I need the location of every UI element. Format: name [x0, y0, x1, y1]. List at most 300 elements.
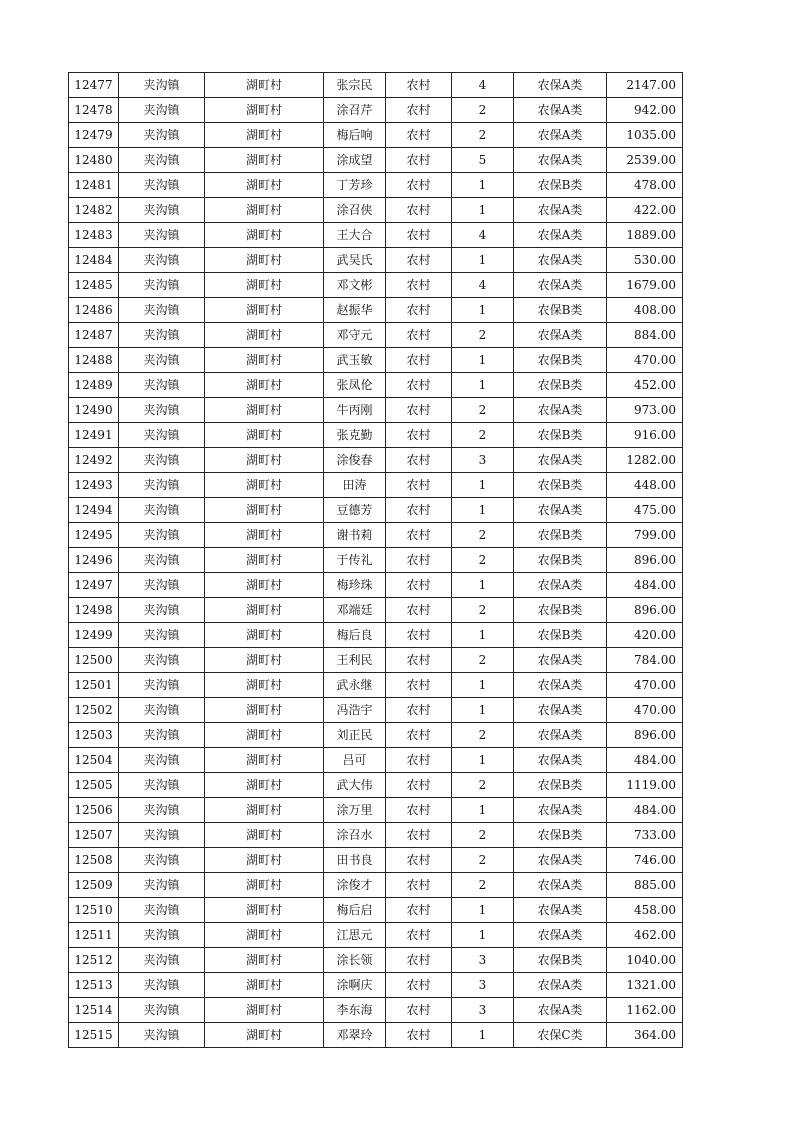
serial-number-cell: 12487 [69, 323, 119, 348]
town-cell: 夹沟镇 [119, 373, 205, 398]
serial-number-cell: 12497 [69, 573, 119, 598]
table-row [69, 123, 683, 148]
category-cell: 农保A类 [514, 398, 607, 423]
serial-number-cell: 12514 [69, 998, 119, 1023]
name-cell: 涂召侠 [324, 198, 386, 223]
household-type-cell: 农村 [386, 223, 452, 248]
name-cell: 谢书莉 [324, 523, 386, 548]
table-row [69, 373, 683, 398]
table-row [69, 973, 683, 998]
amount-cell: 973.00 [607, 398, 683, 423]
member-count-cell: 1 [452, 898, 514, 923]
serial-number-cell: 12509 [69, 873, 119, 898]
household-type-cell: 农村 [386, 548, 452, 573]
village-cell: 湖町村 [205, 698, 324, 723]
amount-cell: 484.00 [607, 573, 683, 598]
amount-cell: 448.00 [607, 473, 683, 498]
village-cell: 湖町村 [205, 298, 324, 323]
category-cell: 农保A类 [514, 998, 607, 1023]
serial-number-cell: 12510 [69, 898, 119, 923]
town-cell: 夹沟镇 [119, 798, 205, 823]
category-cell: 农保A类 [514, 123, 607, 148]
household-type-cell: 农村 [386, 923, 452, 948]
village-cell: 湖町村 [205, 148, 324, 173]
town-cell: 夹沟镇 [119, 673, 205, 698]
table-row [69, 398, 683, 423]
town-cell: 夹沟镇 [119, 773, 205, 798]
member-count-cell: 1 [452, 573, 514, 598]
table-row [69, 648, 683, 673]
member-count-cell: 2 [452, 648, 514, 673]
table-row [69, 523, 683, 548]
town-cell: 夹沟镇 [119, 898, 205, 923]
village-cell: 湖町村 [205, 673, 324, 698]
serial-number-cell: 12513 [69, 973, 119, 998]
town-cell: 夹沟镇 [119, 698, 205, 723]
serial-number-cell: 12490 [69, 398, 119, 423]
member-count-cell: 1 [452, 623, 514, 648]
household-type-cell: 农村 [386, 348, 452, 373]
name-cell: 梅后启 [324, 898, 386, 923]
table-row [69, 73, 683, 98]
household-type-cell: 农村 [386, 723, 452, 748]
serial-number-cell: 12499 [69, 623, 119, 648]
member-count-cell: 1 [452, 1023, 514, 1048]
name-cell: 刘正民 [324, 723, 386, 748]
village-cell: 湖町村 [205, 223, 324, 248]
member-count-cell: 1 [452, 248, 514, 273]
table-row [69, 273, 683, 298]
table-row [69, 998, 683, 1023]
town-cell: 夹沟镇 [119, 98, 205, 123]
table-row [69, 873, 683, 898]
amount-cell: 916.00 [607, 423, 683, 448]
table-row [69, 498, 683, 523]
name-cell: 涂成望 [324, 148, 386, 173]
category-cell: 农保A类 [514, 873, 607, 898]
category-cell: 农保A类 [514, 723, 607, 748]
table-row [69, 473, 683, 498]
name-cell: 涂召芹 [324, 98, 386, 123]
town-cell: 夹沟镇 [119, 823, 205, 848]
table-row [69, 723, 683, 748]
household-type-cell: 农村 [386, 198, 452, 223]
serial-number-cell: 12502 [69, 698, 119, 723]
member-count-cell: 1 [452, 798, 514, 823]
town-cell: 夹沟镇 [119, 873, 205, 898]
category-cell: 农保B类 [514, 523, 607, 548]
amount-cell: 484.00 [607, 748, 683, 773]
amount-cell: 1162.00 [607, 998, 683, 1023]
serial-number-cell: 12486 [69, 298, 119, 323]
amount-cell: 799.00 [607, 523, 683, 548]
serial-number-cell: 12493 [69, 473, 119, 498]
household-type-cell: 农村 [386, 873, 452, 898]
village-cell: 湖町村 [205, 873, 324, 898]
name-cell: 冯浩宇 [324, 698, 386, 723]
household-type-cell: 农村 [386, 123, 452, 148]
household-type-cell: 农村 [386, 798, 452, 823]
name-cell: 李东海 [324, 998, 386, 1023]
category-cell: 农保B类 [514, 823, 607, 848]
village-cell: 湖町村 [205, 198, 324, 223]
town-cell: 夹沟镇 [119, 748, 205, 773]
household-type-cell: 农村 [386, 848, 452, 873]
name-cell: 涂俊春 [324, 448, 386, 473]
table-row [69, 923, 683, 948]
household-type-cell: 农村 [386, 423, 452, 448]
amount-cell: 784.00 [607, 648, 683, 673]
serial-number-cell: 12485 [69, 273, 119, 298]
category-cell: 农保B类 [514, 423, 607, 448]
amount-cell: 420.00 [607, 623, 683, 648]
member-count-cell: 1 [452, 673, 514, 698]
town-cell: 夹沟镇 [119, 248, 205, 273]
serial-number-cell: 12479 [69, 123, 119, 148]
table-row [69, 448, 683, 473]
amount-cell: 364.00 [607, 1023, 683, 1048]
amount-cell: 452.00 [607, 373, 683, 398]
town-cell: 夹沟镇 [119, 73, 205, 98]
town-cell: 夹沟镇 [119, 998, 205, 1023]
category-cell: 农保A类 [514, 248, 607, 273]
village-cell: 湖町村 [205, 798, 324, 823]
category-cell: 农保A类 [514, 648, 607, 673]
name-cell: 邓翠玲 [324, 1023, 386, 1048]
serial-number-cell: 12496 [69, 548, 119, 573]
table-row [69, 298, 683, 323]
village-cell: 湖町村 [205, 773, 324, 798]
town-cell: 夹沟镇 [119, 848, 205, 873]
name-cell: 梅珍珠 [324, 573, 386, 598]
name-cell: 张宗民 [324, 73, 386, 98]
serial-number-cell: 12491 [69, 423, 119, 448]
village-cell: 湖町村 [205, 923, 324, 948]
household-type-cell: 农村 [386, 948, 452, 973]
village-cell: 湖町村 [205, 898, 324, 923]
household-type-cell: 农村 [386, 748, 452, 773]
table-row [69, 623, 683, 648]
category-cell: 农保A类 [514, 798, 607, 823]
village-cell: 湖町村 [205, 448, 324, 473]
member-count-cell: 4 [452, 73, 514, 98]
name-cell: 涂俊才 [324, 873, 386, 898]
member-count-cell: 1 [452, 173, 514, 198]
name-cell: 吕可 [324, 748, 386, 773]
household-type-cell: 农村 [386, 73, 452, 98]
serial-number-cell: 12511 [69, 923, 119, 948]
name-cell: 武大伟 [324, 773, 386, 798]
amount-cell: 2539.00 [607, 148, 683, 173]
category-cell: 农保A类 [514, 898, 607, 923]
village-cell: 湖町村 [205, 598, 324, 623]
name-cell: 牛丙刚 [324, 398, 386, 423]
amount-cell: 896.00 [607, 548, 683, 573]
household-type-cell: 农村 [386, 498, 452, 523]
serial-number-cell: 12483 [69, 223, 119, 248]
village-cell: 湖町村 [205, 498, 324, 523]
category-cell: 农保A类 [514, 73, 607, 98]
name-cell: 武玉敏 [324, 348, 386, 373]
amount-cell: 2147.00 [607, 73, 683, 98]
category-cell: 农保B类 [514, 473, 607, 498]
category-cell: 农保B类 [514, 548, 607, 573]
serial-number-cell: 12489 [69, 373, 119, 398]
name-cell: 丁芳珍 [324, 173, 386, 198]
town-cell: 夹沟镇 [119, 473, 205, 498]
member-count-cell: 1 [452, 373, 514, 398]
category-cell: 农保A类 [514, 673, 607, 698]
town-cell: 夹沟镇 [119, 298, 205, 323]
village-cell: 湖町村 [205, 423, 324, 448]
amount-cell: 470.00 [607, 673, 683, 698]
name-cell: 王利民 [324, 648, 386, 673]
serial-number-cell: 12507 [69, 823, 119, 848]
serial-number-cell: 12477 [69, 73, 119, 98]
household-type-cell: 农村 [386, 448, 452, 473]
village-cell: 湖町村 [205, 973, 324, 998]
member-count-cell: 5 [452, 148, 514, 173]
table-row [69, 423, 683, 448]
amount-cell: 1035.00 [607, 123, 683, 148]
table-row [69, 173, 683, 198]
household-type-cell: 农村 [386, 298, 452, 323]
serial-number-cell: 12505 [69, 773, 119, 798]
household-type-cell: 农村 [386, 823, 452, 848]
member-count-cell: 2 [452, 873, 514, 898]
town-cell: 夹沟镇 [119, 973, 205, 998]
name-cell: 武永继 [324, 673, 386, 698]
village-cell: 湖町村 [205, 648, 324, 673]
serial-number-cell: 12506 [69, 798, 119, 823]
category-cell: 农保B类 [514, 623, 607, 648]
category-cell: 农保A类 [514, 148, 607, 173]
town-cell: 夹沟镇 [119, 723, 205, 748]
serial-number-cell: 12484 [69, 248, 119, 273]
town-cell: 夹沟镇 [119, 323, 205, 348]
member-count-cell: 3 [452, 973, 514, 998]
household-type-cell: 农村 [386, 673, 452, 698]
table-row [69, 548, 683, 573]
town-cell: 夹沟镇 [119, 498, 205, 523]
category-cell: 农保B类 [514, 373, 607, 398]
member-count-cell: 1 [452, 198, 514, 223]
serial-number-cell: 12488 [69, 348, 119, 373]
member-count-cell: 2 [452, 423, 514, 448]
category-cell: 农保A类 [514, 323, 607, 348]
category-cell: 农保B类 [514, 948, 607, 973]
serial-number-cell: 12494 [69, 498, 119, 523]
household-type-cell: 农村 [386, 898, 452, 923]
household-type-cell: 农村 [386, 523, 452, 548]
member-count-cell: 3 [452, 998, 514, 1023]
table-row [69, 198, 683, 223]
town-cell: 夹沟镇 [119, 423, 205, 448]
name-cell: 田书良 [324, 848, 386, 873]
category-cell: 农保A类 [514, 923, 607, 948]
amount-cell: 896.00 [607, 598, 683, 623]
amount-cell: 733.00 [607, 823, 683, 848]
table-row [69, 698, 683, 723]
member-count-cell: 2 [452, 773, 514, 798]
member-count-cell: 1 [452, 923, 514, 948]
member-count-cell: 2 [452, 548, 514, 573]
category-cell: 农保B类 [514, 298, 607, 323]
serial-number-cell: 12478 [69, 98, 119, 123]
amount-cell: 1679.00 [607, 273, 683, 298]
household-type-cell: 农村 [386, 398, 452, 423]
member-count-cell: 2 [452, 523, 514, 548]
serial-number-cell: 12481 [69, 173, 119, 198]
household-type-cell: 农村 [386, 373, 452, 398]
village-cell: 湖町村 [205, 98, 324, 123]
amount-cell: 462.00 [607, 923, 683, 948]
village-cell: 湖町村 [205, 823, 324, 848]
town-cell: 夹沟镇 [119, 348, 205, 373]
table-row [69, 1023, 683, 1048]
household-type-cell: 农村 [386, 573, 452, 598]
table-row [69, 823, 683, 848]
category-cell: 农保A类 [514, 98, 607, 123]
village-cell: 湖町村 [205, 473, 324, 498]
amount-cell: 458.00 [607, 898, 683, 923]
member-count-cell: 2 [452, 598, 514, 623]
amount-cell: 884.00 [607, 323, 683, 348]
serial-number-cell: 12480 [69, 148, 119, 173]
table-row [69, 773, 683, 798]
member-count-cell: 4 [452, 273, 514, 298]
town-cell: 夹沟镇 [119, 173, 205, 198]
household-type-cell: 农村 [386, 773, 452, 798]
table-row [69, 848, 683, 873]
table-row [69, 98, 683, 123]
category-cell: 农保A类 [514, 748, 607, 773]
household-type-cell: 农村 [386, 598, 452, 623]
member-count-cell: 2 [452, 323, 514, 348]
name-cell: 武吴氏 [324, 248, 386, 273]
amount-cell: 896.00 [607, 723, 683, 748]
town-cell: 夹沟镇 [119, 448, 205, 473]
name-cell: 豆德芳 [324, 498, 386, 523]
serial-number-cell: 12503 [69, 723, 119, 748]
category-cell: 农保B类 [514, 348, 607, 373]
household-type-cell: 农村 [386, 248, 452, 273]
household-type-cell: 农村 [386, 998, 452, 1023]
member-count-cell: 2 [452, 723, 514, 748]
serial-number-cell: 12515 [69, 1023, 119, 1048]
village-cell: 湖町村 [205, 73, 324, 98]
town-cell: 夹沟镇 [119, 948, 205, 973]
household-type-cell: 农村 [386, 323, 452, 348]
serial-number-cell: 12501 [69, 673, 119, 698]
table-row [69, 148, 683, 173]
member-count-cell: 4 [452, 223, 514, 248]
household-type-cell: 农村 [386, 623, 452, 648]
town-cell: 夹沟镇 [119, 923, 205, 948]
name-cell: 涂召水 [324, 823, 386, 848]
member-count-cell: 3 [452, 448, 514, 473]
serial-number-cell: 12495 [69, 523, 119, 548]
village-cell: 湖町村 [205, 723, 324, 748]
category-cell: 农保A类 [514, 273, 607, 298]
name-cell: 于传礼 [324, 548, 386, 573]
town-cell: 夹沟镇 [119, 623, 205, 648]
household-type-cell: 农村 [386, 148, 452, 173]
amount-cell: 1889.00 [607, 223, 683, 248]
amount-cell: 408.00 [607, 298, 683, 323]
village-cell: 湖町村 [205, 123, 324, 148]
serial-number-cell: 12508 [69, 848, 119, 873]
name-cell: 王大合 [324, 223, 386, 248]
town-cell: 夹沟镇 [119, 598, 205, 623]
serial-number-cell: 12498 [69, 598, 119, 623]
amount-cell: 1119.00 [607, 773, 683, 798]
town-cell: 夹沟镇 [119, 273, 205, 298]
member-count-cell: 2 [452, 398, 514, 423]
member-count-cell: 2 [452, 123, 514, 148]
table-row [69, 948, 683, 973]
village-cell: 湖町村 [205, 548, 324, 573]
records-table [68, 72, 683, 1048]
town-cell: 夹沟镇 [119, 523, 205, 548]
amount-cell: 475.00 [607, 498, 683, 523]
amount-cell: 470.00 [607, 698, 683, 723]
household-type-cell: 农村 [386, 648, 452, 673]
name-cell: 涂啊庆 [324, 973, 386, 998]
village-cell: 湖町村 [205, 848, 324, 873]
member-count-cell: 1 [452, 748, 514, 773]
member-count-cell: 1 [452, 298, 514, 323]
village-cell: 湖町村 [205, 748, 324, 773]
member-count-cell: 2 [452, 848, 514, 873]
serial-number-cell: 12500 [69, 648, 119, 673]
amount-cell: 942.00 [607, 98, 683, 123]
village-cell: 湖町村 [205, 248, 324, 273]
village-cell: 湖町村 [205, 323, 324, 348]
name-cell: 涂万里 [324, 798, 386, 823]
category-cell: 农保A类 [514, 448, 607, 473]
household-type-cell: 农村 [386, 973, 452, 998]
member-count-cell: 2 [452, 98, 514, 123]
serial-number-cell: 12492 [69, 448, 119, 473]
category-cell: 农保B类 [514, 773, 607, 798]
village-cell: 湖町村 [205, 173, 324, 198]
serial-number-cell: 12504 [69, 748, 119, 773]
serial-number-cell: 12482 [69, 198, 119, 223]
member-count-cell: 1 [452, 348, 514, 373]
category-cell: 农保A类 [514, 198, 607, 223]
member-count-cell: 1 [452, 698, 514, 723]
village-cell: 湖町村 [205, 573, 324, 598]
name-cell: 邓端廷 [324, 598, 386, 623]
town-cell: 夹沟镇 [119, 123, 205, 148]
town-cell: 夹沟镇 [119, 548, 205, 573]
category-cell: 农保A类 [514, 573, 607, 598]
town-cell: 夹沟镇 [119, 648, 205, 673]
amount-cell: 484.00 [607, 798, 683, 823]
village-cell: 湖町村 [205, 398, 324, 423]
name-cell: 邓文彬 [324, 273, 386, 298]
village-cell: 湖町村 [205, 948, 324, 973]
amount-cell: 1040.00 [607, 948, 683, 973]
town-cell: 夹沟镇 [119, 198, 205, 223]
member-count-cell: 1 [452, 473, 514, 498]
serial-number-cell: 12512 [69, 948, 119, 973]
amount-cell: 885.00 [607, 873, 683, 898]
member-count-cell: 1 [452, 498, 514, 523]
member-count-cell: 3 [452, 948, 514, 973]
category-cell: 农保C类 [514, 1023, 607, 1048]
